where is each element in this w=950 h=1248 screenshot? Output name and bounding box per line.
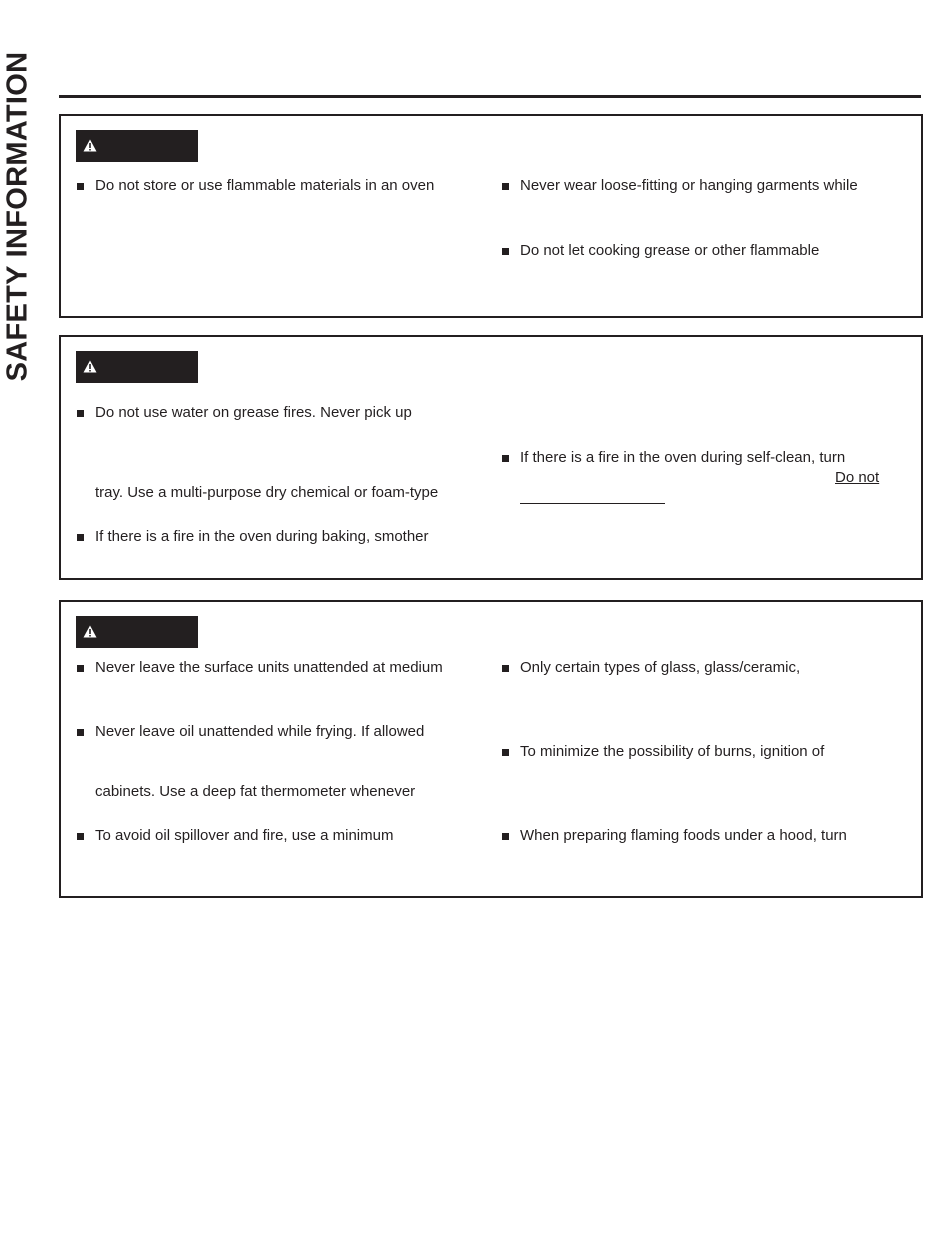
warning-triangle-icon <box>83 139 97 152</box>
list-item: Do not use water on grease fires. Never pick up <box>95 404 412 421</box>
square-bullet-icon <box>502 833 509 840</box>
warning-badge <box>76 351 198 383</box>
list-item: Never wear loose-fitting or hanging garments while <box>520 177 858 194</box>
list-item: To minimize the possibility of burns, ignition of <box>520 743 825 760</box>
square-bullet-icon <box>502 665 509 672</box>
list-item: Never leave oil unattended while frying. If allowed <box>95 723 425 740</box>
square-bullet-icon <box>77 729 84 736</box>
square-bullet-icon <box>502 749 509 756</box>
emphasis-text-do-not: Do not <box>835 469 880 486</box>
square-bullet-icon <box>77 183 84 190</box>
list-item: Never leave the surface units unattended at medium <box>95 659 443 676</box>
underline-rule <box>520 503 665 504</box>
list-item-continuation: tray. Use a multi-purpose dry chemical or foam-type <box>95 484 439 501</box>
list-item-continuation: cabinets. Use a deep fat thermometer whenever <box>95 783 416 800</box>
warning-triangle-icon <box>83 625 97 638</box>
square-bullet-icon <box>77 534 84 541</box>
list-item: Do not let cooking grease or other flammable <box>520 242 820 259</box>
warning-box-fire-oven <box>59 114 923 318</box>
list-item: If there is a fire in the oven during self-clean, turn <box>520 449 846 466</box>
side-section-title-text: SAFETY INFORMATION <box>1 51 34 381</box>
warning-badge <box>76 616 198 648</box>
header-rule <box>59 95 921 98</box>
side-section-title <box>2 31 34 401</box>
list-item: To avoid oil spillover and fire, use a minimum <box>95 827 394 844</box>
square-bullet-icon <box>502 455 509 462</box>
list-item: Only certain types of glass, glass/ceramic, <box>520 659 801 676</box>
square-bullet-icon <box>77 410 84 417</box>
square-bullet-icon <box>77 833 84 840</box>
warning-triangle-icon <box>83 360 97 373</box>
list-item: Do not store or use flammable materials in an oven <box>95 177 435 194</box>
list-item: When preparing flaming foods under a hood, turn <box>520 827 847 844</box>
square-bullet-icon <box>502 183 509 190</box>
warning-box-grease-fire <box>59 335 923 580</box>
list-item: If there is a fire in the oven during baking, smother <box>95 528 429 545</box>
square-bullet-icon <box>77 665 84 672</box>
warning-box-cooktop <box>59 600 923 898</box>
warning-badge <box>76 130 198 162</box>
square-bullet-icon <box>502 248 509 255</box>
